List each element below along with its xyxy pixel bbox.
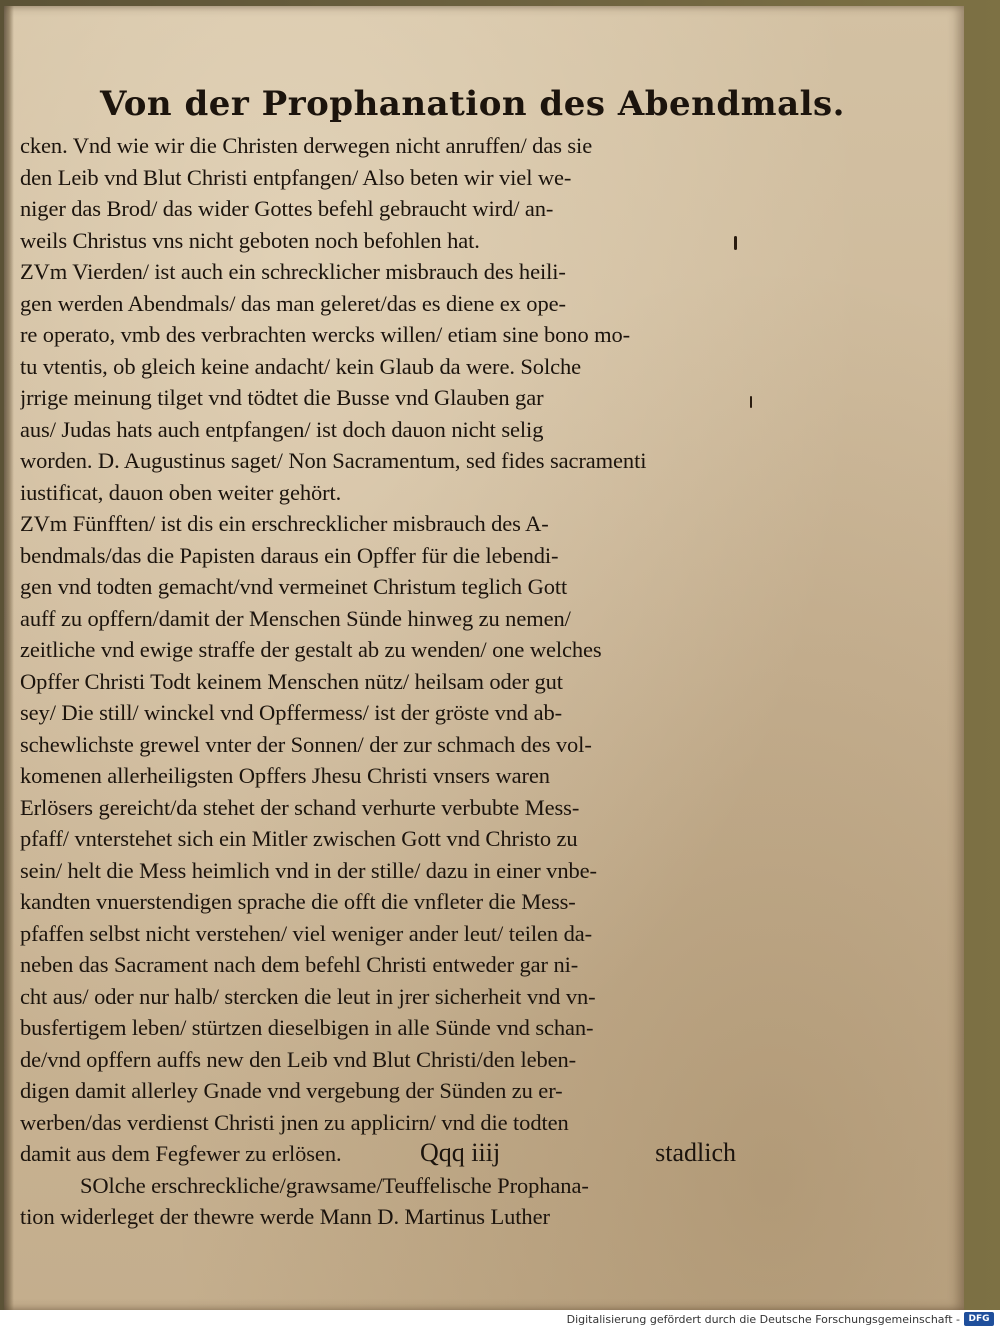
text-line: neben das Sacrament nach dem befehl Christi entweder gar ni- [20, 952, 579, 977]
text-line: damit aus dem Fegfewer zu erlösen. [20, 1141, 342, 1166]
text-line: weils Christus vns nicht geboten noch befohlen hat. [20, 227, 480, 253]
text-line: ZVm Vierden/ ist auch ein schrecklicher misbrauch des heili- [20, 259, 566, 284]
text-line: pfaffen selbst nicht verstehen/ viel weniger ander leut/ teilen da- [20, 920, 593, 946]
text-line: digen damit allerley Gnade vnd vergebung der Sünden zu er- [20, 1078, 563, 1103]
text-line: schewlichste grewel vnter der Sonnen/ der zur schmach des vol- [20, 731, 592, 757]
text-line: de/vnd opffern auffs new den Leib vnd Blut Christi/den leben- [20, 1046, 577, 1072]
running-head: Von der Prophanation des Abendmals. [100, 84, 845, 124]
body-text [20, 130, 740, 1233]
margin-ink-mark [750, 396, 752, 408]
page-bottom-line [420, 1138, 740, 1178]
text-line: den Leib vnd Blut Christi entpfangen/ Also beten wir viel we- [20, 164, 572, 190]
margin-ink-mark [734, 236, 737, 250]
text-line: gen werden Abendmals/ das man geleret/das es diene ex ope- [20, 290, 566, 316]
text-line: jrrige meinung tilget vnd tödtet die Busse vnd Glauben gar [20, 385, 544, 410]
text-line: gen vnd todten gemacht/vnd vermeinet Christum teglich Gott [20, 574, 568, 599]
footer-credit: Digitalisierung gefördert durch die Deutsche Forschungsgemeinschaft - [566, 1313, 960, 1326]
text-line: niger das Brod/ das wider Gottes befehl gebraucht wird/ an- [20, 196, 554, 221]
text-line: worden. D. Augustinus saget/ Non Sacramentum, sed fides sacramenti [20, 448, 647, 473]
signature-mark: Qqq iiij [420, 1138, 501, 1167]
text-line: cken. Vnd wie wir die Christen derwegen nicht anruffen/ das sie [20, 133, 593, 158]
text-line: busfertigem leben/ stürtzen dieselbigen in alle Sünde vnd schan- [20, 1015, 594, 1040]
text-line: pfaff/ vnterstehet sich ein Mitler zwischen Gott vnd Christo zu [20, 826, 578, 851]
text-line: Opffer Christi Todt keinem Menschen nütz/ heilsam oder gut [20, 668, 563, 694]
page-gutter-shadow [4, 6, 14, 1310]
text-line: zeitliche vnd ewige straffe der gestalt ab zu wenden/ one welches [20, 637, 602, 662]
catchword: stadlich [655, 1138, 736, 1167]
text-line: bendmals/das die Papisten daraus ein Opffer für die lebendi- [20, 542, 559, 568]
text-line: iustificat, dauon oben weiter gehört. [20, 479, 342, 505]
text-line: sey/ Die still/ winckel vnd Opffermess/ ist der gröste vnd ab- [20, 700, 563, 725]
text-line: cht aus/ oder nur halb/ stercken die leut in jrer sicherheit vnd vn- [20, 983, 596, 1009]
text-block [20, 78, 845, 1233]
dfg-logo: DFG [964, 1312, 994, 1326]
text-line: werben/das verdienst Christi jnen zu applicirn/ vnd die todten [20, 1109, 569, 1135]
text-line: kandten vnuerstendigen sprache die offt die vnfleter die Mess- [20, 889, 576, 914]
text-line: komenen allerheiligsten Opffers Jhesu Christi vnsers waren [20, 763, 550, 788]
text-line: ZVm Fünfften/ ist dis ein erschrecklicher misbrauch des A- [20, 511, 549, 536]
text-line: tu vtentis, ob gleich keine andacht/ kein Glaub da were. Solche [20, 353, 582, 379]
text-line: Erlösers gereicht/da stehet der schand verhurte verbubte Mess- [20, 794, 580, 820]
text-line: sein/ helt die Mess heimlich vnd in der stille/ dazu in einer vnbe- [20, 857, 597, 883]
text-line: tion widerleget der thewre werde Mann D. Martinus Luther [20, 1204, 550, 1229]
text-line: auff zu opffern/damit der Menschen Sünde hinweg zu nemen/ [20, 605, 571, 631]
text-line: re operato, vmb des verbrachten wercks willen/ etiam sine bono mo- [20, 322, 631, 347]
text-line: SOlche erschreckliche/grawsame/Teuffelische Prophana- [80, 1172, 589, 1198]
text-line: aus/ Judas hats auch entpfangen/ ist doch dauon nicht selig [20, 416, 544, 442]
